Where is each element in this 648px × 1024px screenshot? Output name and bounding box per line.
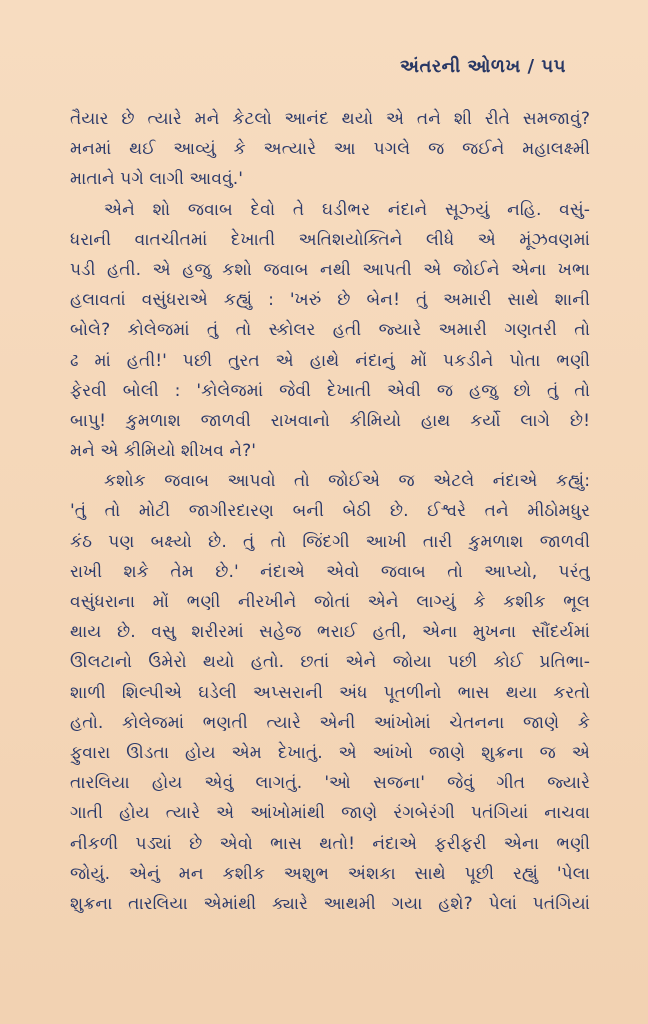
text-line: જોયું. એનું મન કશીક અશુભ અંશકા સાથે પૂછી રહ્યું 'પેલા xyxy=(70,863,590,884)
text-line: કશોક જવાબ આપવો તો જોઈએ જ એટલે નંદાએ કહ્યું: xyxy=(104,471,590,492)
text-line: વસુંધરાના મોં ભણી નીરખીને જોતાં એને લાગ્યું કે કશીક ભૂલ xyxy=(70,592,590,612)
text-line: શાળી શિલ્પીએ ઘડેલી અપ્સરાની અંધ પૂતળીનો ભાસ થયા કરતો xyxy=(70,682,590,703)
text-line: ઊલટાનો ઉમેરો થયો હતો. છતાં એને જોયા પછી કોઈ પ્રતિભા- xyxy=(70,652,590,673)
text-line: ધરાની વાતચીતમાં દેખાતી અતિશયોક્તિને લીધે એ મૂંઝવણમાં xyxy=(70,229,590,250)
text-line: માતાને પગે લાગી આવવું.' xyxy=(70,169,243,190)
text-line: મને એ કીમિયો શીખવ ને?' xyxy=(70,441,257,462)
text-line: ઢ માં હતી!' પછી તુરત એ હાથે નંદાનું મોં પકડીને પોતા ભણી xyxy=(70,350,590,371)
text-line: તૈયાર છે ત્યારે મને કેટલો આનંદ થયો એ તને શી રીતે સમજાવું? xyxy=(70,109,590,129)
text-line: હતો. કોલેજમાં ભણતી ત્યારે એની આંખોમાં ચેતનના જાણે કે xyxy=(70,712,590,733)
text-line: ફુવારા ઊડતા હોય એમ દેખાતું. એ આંખો જાણે શુક્રના જ એ xyxy=(70,742,590,763)
text-line: ગાતી હોય ત્યારે એ આંખોમાંથી જાણે રંગબેરંગી પતંગિયાં નાચવા xyxy=(70,803,590,824)
text-line: થાય છે. વસુ શરીરમાં સહેજ ભરાઈ હતી, એના મુખના સૌંદર્યમાં xyxy=(70,622,590,643)
running-header: અંતરની ઓળખ / ૫૫ xyxy=(399,56,566,77)
text-line: પડી હતી. એ હજુ કશો જવાબ નથી આપતી એ જોઈને એના ખભા xyxy=(70,259,590,280)
text-line: શુક્રના તારલિયા એમાંથી ક્યારે આથમી ગયા હશે? પેલાં પતંગિયાં xyxy=(70,893,590,914)
text-line: કંઠ પણ બક્ષ્યો છે. તું તો જિંદગી આખી તારી કુમળાશ જાળવી xyxy=(70,531,590,552)
body-text xyxy=(70,104,590,919)
text-line: નીકળી પડ્યાં છે એવો ભાસ થતો! નંદાએ ફરીફરી એના ભણી xyxy=(70,833,590,854)
text-line: બાપુ! કુમળાશ જાળવી રાખવાનો કીમિયો હાથ કર્યો લાગે છે! xyxy=(70,410,590,431)
text-line: એને શો જવાબ દેવો તે ઘડીભર નંદાને સૂઝ્યું નહિ. વસું- xyxy=(104,199,590,220)
text-line: હલાવતાં વસુંધરાએ કહ્યું : 'ખરું છે બેન! તું અમારી સાથે શાની xyxy=(70,290,590,311)
text-line: મનમાં થઈ આવ્યું કે અત્યારે આ પગલે જ જઈને મહાલક્ષ્મી xyxy=(70,139,590,160)
text-line: રાખી શકે તેમ છે.' નંદાએ એવો જવાબ તો આપ્યો, પરંતુ xyxy=(70,561,590,582)
text-line: બોલે? કોલેજમાં તું તો સ્કોલર હતી જ્યારે અમારી ગણતરી તો xyxy=(70,320,590,341)
text-line: તારલિયા હોય એવું લાગતું. 'ઓ સજના' જેવું ગીત જ્યારે xyxy=(70,773,590,794)
text-line: ફેરવી બોલી : 'કોલેજમાં જેવી દેખાતી એવી જ હજુ છો તું તો xyxy=(70,380,590,401)
text-line: 'તું તો મોટી જાગીરદારણ બની બેઠી છે. ઈશ્વરે તને મીઠોમધુર xyxy=(70,501,590,522)
